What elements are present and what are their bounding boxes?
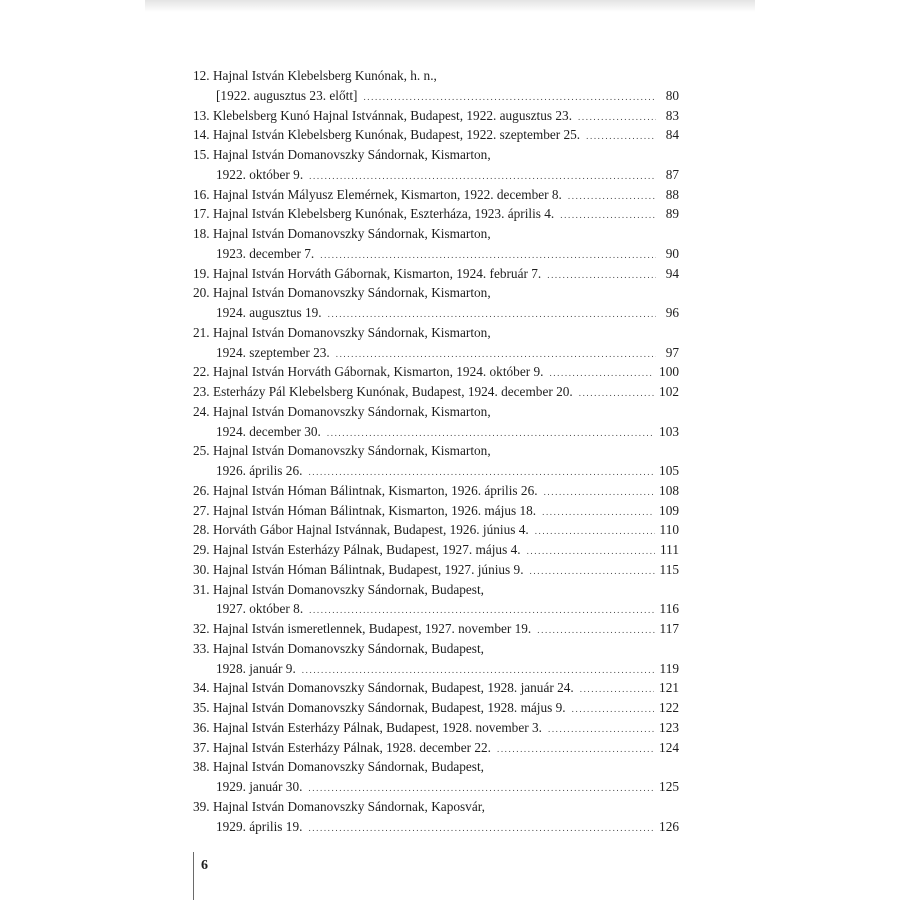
toc-entry-text: 12. Hajnal István Klebelsberg Kunónak, h. n.,: [193, 68, 437, 83]
toc-entry-text: 22. Hajnal István Horváth Gábornak, Kismarton, 1924. október 9.: [193, 364, 544, 380]
toc-entry: [193, 382, 679, 402]
toc-entry-text: 1926. április 26.: [216, 463, 303, 478]
toc-entry-line: [193, 204, 679, 224]
toc-entry: [193, 362, 679, 382]
toc-entry-text: 34. Hajnal István Domanovszky Sándornak, Budapest, 1928. január 24.: [193, 680, 574, 696]
toc-entry-continuation-line: [193, 165, 679, 185]
toc-entry-text: 1922. október 9.: [216, 166, 304, 182]
toc-entry-line: [193, 639, 679, 659]
toc-entry-line: [193, 283, 679, 303]
toc-entry-continuation-line: [193, 86, 679, 106]
toc-entry-text: 24. Hajnal István Domanovszky Sándornak, Kismarton,: [193, 403, 491, 419]
toc-entry-line: [193, 382, 679, 402]
toc-entry-text: 27. Hajnal István Hóman Bálintnak, Kismarton, 1926. május 18.: [193, 502, 537, 518]
toc-page-number: 111: [660, 542, 679, 557]
toc-page-number: 102: [659, 384, 679, 399]
toc-entry-line: [193, 66, 679, 86]
toc-entry: [193, 580, 679, 620]
toc-entry: [193, 678, 679, 698]
toc-entry-text: 39. Hajnal István Domanovszky Sándornak, Kaposvár,: [193, 798, 485, 814]
toc-entry-line: [193, 185, 679, 205]
toc-entry-line: [193, 441, 679, 461]
toc-entry-text: 1923. december 7.: [216, 245, 315, 261]
toc-entry-continuation-line: [193, 817, 679, 837]
dot-leader: [560, 206, 656, 226]
toc-page-number: 89: [665, 206, 679, 222]
toc-page-number: 88: [665, 186, 679, 202]
toc-entry-continuation-line: [193, 343, 679, 363]
toc-entry-text: 15. Hajnal István Domanovszky Sándornak, Kismarton,: [193, 147, 491, 162]
toc-page-number: 125: [659, 779, 679, 794]
toc-page-number: 123: [659, 719, 679, 735]
toc-entry-line: [193, 560, 679, 580]
toc-entry-line: [193, 540, 679, 560]
toc-entry-text: 36. Hajnal István Esterházy Pálnak, Budapest, 1928. november 3.: [193, 719, 542, 735]
toc-entry-continuation-line: [193, 777, 679, 797]
toc-entry-text: 1929. január 30.: [216, 779, 303, 794]
toc-entry-text: 23. Esterházy Pál Klebelsberg Kunónak, Budapest, 1924. december 20.: [193, 384, 573, 399]
toc-entry-continuation-line: [193, 303, 679, 323]
toc-page-number: 110: [659, 522, 679, 538]
toc-entry-text: 35. Hajnal István Domanovszky Sándornak, Budapest, 1928. május 9.: [193, 700, 566, 715]
dot-leader: [547, 266, 656, 286]
toc-entry-line: [193, 797, 679, 817]
toc-page-number: 121: [659, 680, 679, 696]
toc-entry-text: 1927. október 8.: [216, 601, 304, 617]
dot-leader: [497, 740, 654, 760]
toc-page-number: 122: [659, 700, 679, 715]
toc-entry-text: 1928. január 9.: [216, 660, 296, 676]
toc-entry-line: [193, 362, 679, 382]
toc-entry: [193, 639, 679, 679]
dot-leader: [530, 562, 655, 582]
toc-entry: [193, 125, 679, 145]
toc-entry-line: [193, 264, 679, 284]
toc-entry-line: [193, 125, 679, 145]
page-number: 6: [201, 858, 208, 873]
toc-entry-line: [193, 619, 679, 639]
dot-leader: [308, 819, 654, 839]
toc-entry-continuation-line: [193, 422, 679, 442]
toc-entry: [193, 757, 679, 797]
toc-entry-text: 1924. augusztus 19.: [216, 305, 322, 320]
toc-page-number: 116: [659, 601, 679, 617]
dot-leader: [572, 700, 654, 720]
toc-entry-text: 1929. április 19.: [216, 818, 303, 834]
dot-leader: [548, 720, 654, 740]
toc-entry: [193, 540, 679, 560]
toc-entry: [193, 204, 679, 224]
dot-leader: [586, 127, 656, 147]
toc-page-number: 90: [665, 245, 679, 261]
dot-leader: [535, 522, 655, 542]
toc-page-number: 103: [659, 423, 679, 439]
toc-entry-text: 16. Hajnal István Mályusz Elemérnek, Kismarton, 1922. december 8.: [193, 186, 562, 202]
toc-page-number: 109: [659, 502, 679, 518]
dot-leader: [568, 187, 656, 207]
toc-page-number: 96: [665, 305, 679, 320]
toc-page-number: 124: [659, 739, 679, 755]
toc-entry: [193, 402, 679, 442]
toc-page-number: 83: [665, 107, 679, 123]
toc-entry: [193, 560, 679, 580]
toc-entry-text: 19. Hajnal István Horváth Gábornak, Kismarton, 1924. február 7.: [193, 265, 542, 281]
toc-page-number: 126: [659, 818, 679, 834]
dot-leader: [542, 503, 654, 523]
toc-entry-text: 31. Hajnal István Domanovszky Sándornak, Budapest,: [193, 581, 484, 597]
toc-entry: [193, 106, 679, 126]
toc-page-number: 94: [665, 265, 679, 281]
toc-entry: [193, 738, 679, 758]
toc-entry: [193, 481, 679, 501]
toc-entry-continuation-line: [193, 599, 679, 619]
toc-entry-text: 14. Hajnal István Klebelsberg Kunónak, Budapest, 1922. szeptember 25.: [193, 127, 581, 143]
toc-entry-line: [193, 106, 679, 126]
toc-entry-text: 29. Hajnal István Esterházy Pálnak, Budapest, 1927. május 4.: [193, 542, 521, 557]
toc-entry-continuation-line: [193, 244, 679, 264]
toc-entry-line: [193, 501, 679, 521]
dot-leader: [537, 621, 654, 641]
toc-entry-continuation-line: [193, 659, 679, 679]
toc-page-number: 115: [659, 561, 679, 577]
toc-entry-line: [193, 481, 679, 501]
toc-page-number: 105: [659, 463, 679, 478]
toc-entry: [193, 283, 679, 323]
toc-entry: [193, 501, 679, 521]
toc-entry: [193, 698, 679, 718]
toc-entry-text: 1924. december 30.: [216, 423, 321, 439]
toc-entry-text: 18. Hajnal István Domanovszky Sándornak, Kismarton,: [193, 226, 491, 241]
toc-entry-line: [193, 580, 679, 600]
toc-entry-text: 1924. szeptember 23.: [216, 344, 330, 360]
toc-entry-line: [193, 738, 679, 758]
toc-entry: [193, 145, 679, 185]
toc-entry-text: 38. Hajnal István Domanovszky Sándornak, Budapest,: [193, 759, 484, 775]
toc-page-number: 87: [665, 166, 679, 182]
toc-entry-text: 28. Horváth Gábor Hajnal Istvánnak, Budapest, 1926. június 4.: [193, 522, 529, 538]
toc-entry-line: [193, 678, 679, 698]
toc-entry: [193, 66, 679, 106]
toc-page-number: 108: [659, 482, 679, 498]
toc-entry-line: [193, 520, 679, 540]
toc-page-number: 117: [659, 621, 679, 636]
toc-entry-text: 37. Hajnal István Esterházy Pálnak, 1928. december 22.: [193, 739, 491, 755]
toc-entry: [193, 264, 679, 284]
toc-entry-line: [193, 757, 679, 777]
toc-entry-line: [193, 402, 679, 422]
toc-entry-text: [1922. augusztus 23. előtt]: [216, 87, 358, 103]
dot-leader: [544, 483, 654, 503]
footer-rule: [193, 852, 194, 900]
table-of-contents: [193, 66, 679, 836]
toc-entry: [193, 520, 679, 540]
toc-entry-continuation-line: [193, 461, 679, 481]
toc-page-number: 119: [659, 660, 679, 676]
toc-page-number: 80: [665, 87, 679, 103]
dot-leader: [579, 384, 654, 404]
toc-entry-line: [193, 698, 679, 718]
toc-entry-text: 21. Hajnal István Domanovszky Sándornak, Kismarton,: [193, 324, 491, 340]
toc-entry-text: 33. Hajnal István Domanovszky Sándornak, Budapest,: [193, 640, 484, 656]
toc-entry: [193, 619, 679, 639]
toc-entry: [193, 323, 679, 363]
toc-entry: [193, 718, 679, 738]
toc-entry-text: 25. Hajnal István Domanovszky Sándornak, Kismarton,: [193, 443, 491, 459]
toc-entry: [193, 185, 679, 205]
toc-entry-line: [193, 224, 679, 244]
toc-entry: [193, 441, 679, 481]
dot-leader: [578, 108, 656, 128]
toc-page-number: 100: [659, 364, 679, 380]
toc-entry-text: 17. Hajnal István Klebelsberg Kunónak, Eszterháza, 1923. április 4.: [193, 206, 555, 222]
toc-entry-line: [193, 145, 679, 165]
toc-entry-text: 20. Hajnal István Domanovszky Sándornak, Kismarton,: [193, 285, 491, 301]
toc-entry-text: 13. Klebelsberg Kunó Hajnal Istvánnak, Budapest, 1922. augusztus 23.: [193, 107, 573, 123]
toc-entry: [193, 224, 679, 264]
toc-entry-text: 26. Hajnal István Hóman Bálintnak, Kismarton, 1926. április 26.: [193, 482, 538, 498]
toc-entry-line: [193, 718, 679, 738]
dot-leader: [527, 542, 655, 562]
toc-entry-text: 30. Hajnal István Hóman Bálintnak, Budapest, 1927. június 9.: [193, 561, 524, 577]
toc-page-number: 97: [665, 344, 679, 360]
toc-entry-line: [193, 323, 679, 343]
toc-page-number: 84: [665, 127, 679, 143]
toc-entry-text: 32. Hajnal István ismeretlennek, Budapest, 1927. november 19.: [193, 621, 532, 636]
toc-entry: [193, 797, 679, 837]
dot-leader: [580, 680, 654, 700]
